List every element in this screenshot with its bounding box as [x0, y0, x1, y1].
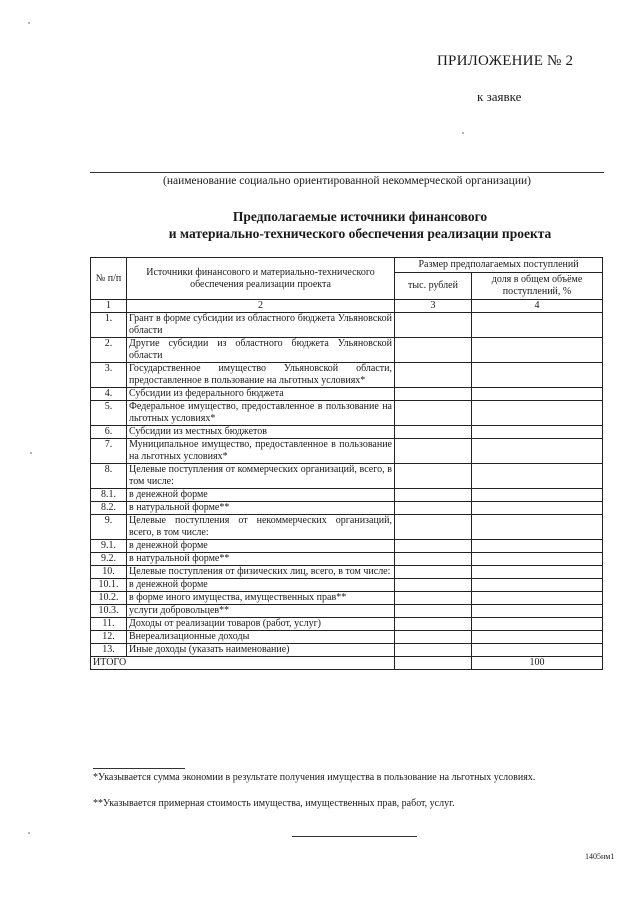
row-source-cell: Внереализационные доходы	[127, 631, 395, 644]
table-row	[91, 502, 603, 515]
total-share-value: 100	[472, 657, 603, 670]
row-number-cell: 10.	[91, 566, 127, 579]
row-share-cell	[472, 579, 603, 592]
row-thousand-rub-cell	[395, 363, 472, 388]
signature-line	[292, 836, 417, 837]
row-share-cell	[472, 401, 603, 426]
table-row	[91, 439, 603, 464]
row-thousand-rub-cell	[395, 605, 472, 618]
row-source-cell: Муниципальное имущество, предоставленное в пользование на льготных условиях*	[127, 439, 395, 464]
table-row	[91, 540, 603, 553]
table-row	[91, 553, 603, 566]
scan-speck	[30, 452, 32, 454]
document-title	[90, 208, 630, 242]
title-line-1: Предполагаемые источники финансового	[232, 209, 488, 224]
row-thousand-rub-cell	[395, 313, 472, 338]
table-row	[91, 363, 603, 388]
col-header-size: Размер предполагаемых поступлений	[395, 258, 603, 273]
scan-speck	[462, 132, 464, 134]
row-source-cell: Доходы от реализации товаров (работ, услуг)	[127, 618, 395, 631]
row-source-cell: в натуральной форме**	[127, 553, 395, 566]
row-share-cell	[472, 540, 603, 553]
table-row	[91, 592, 603, 605]
row-source-cell: услуги добровольцев**	[127, 605, 395, 618]
page-code: 1405нм1	[585, 852, 615, 861]
funding-sources-table	[90, 257, 603, 670]
row-thousand-rub-cell	[395, 489, 472, 502]
total-thousand-rub-cell	[395, 657, 472, 670]
row-share-cell	[472, 618, 603, 631]
organization-name-line	[90, 172, 604, 173]
row-share-cell	[472, 363, 603, 388]
row-source-cell: Субсидии из федерального бюджета	[127, 388, 395, 401]
table-row	[91, 644, 603, 657]
column-index-cell: 1	[91, 300, 127, 313]
row-number-cell: 8.1.	[91, 489, 127, 502]
table-row	[91, 515, 603, 540]
table-row	[91, 631, 603, 644]
table-row	[91, 566, 603, 579]
col-header-share: доля в общем объёме поступлений, %	[472, 273, 603, 300]
footnote-1: *Указывается сумма экономии в результате получения имущества в пользование на льготных условиях.	[93, 772, 536, 783]
table-row	[91, 338, 603, 363]
row-number-cell: 10.2.	[91, 592, 127, 605]
row-thousand-rub-cell	[395, 515, 472, 540]
row-share-cell	[472, 605, 603, 618]
row-source-cell: Субсидии из местных бюджетов	[127, 426, 395, 439]
row-share-cell	[472, 515, 603, 540]
row-number-cell: 6.	[91, 426, 127, 439]
row-share-cell	[472, 426, 603, 439]
column-index-cell: 3	[395, 300, 472, 313]
row-thousand-rub-cell	[395, 388, 472, 401]
row-share-cell	[472, 464, 603, 489]
col-header-sources: Источники финансового и материально-технического обеспечения реализации проекта	[127, 258, 395, 300]
row-number-cell: 11.	[91, 618, 127, 631]
appendix-label: ПРИЛОЖЕНИЕ № 2	[437, 53, 574, 69]
row-thousand-rub-cell	[395, 644, 472, 657]
row-share-cell	[472, 338, 603, 363]
row-number-cell: 10.1.	[91, 579, 127, 592]
table-row	[91, 579, 603, 592]
table-row	[91, 618, 603, 631]
col-header-thousand-rub: тыс. рублей	[395, 273, 472, 300]
row-thousand-rub-cell	[395, 502, 472, 515]
row-thousand-rub-cell	[395, 426, 472, 439]
row-thousand-rub-cell	[395, 439, 472, 464]
row-thousand-rub-cell	[395, 618, 472, 631]
row-thousand-rub-cell	[395, 553, 472, 566]
row-number-cell: 13.	[91, 644, 127, 657]
table-row	[91, 313, 603, 338]
row-source-cell: Другие субсидии из областного бюджета Ульяновской области	[127, 338, 395, 363]
footnote-2: **Указывается примерная стоимость имущества, имущественных прав, работ, услуг.	[93, 798, 455, 809]
row-number-cell: 4.	[91, 388, 127, 401]
row-number-cell: 9.2.	[91, 553, 127, 566]
row-share-cell	[472, 388, 603, 401]
row-number-cell: 10.3.	[91, 605, 127, 618]
row-source-cell: Целевые поступления от коммерческих организаций, всего, в том числе:	[127, 464, 395, 489]
row-share-cell	[472, 566, 603, 579]
row-thousand-rub-cell	[395, 592, 472, 605]
table-row	[91, 426, 603, 439]
row-source-cell: Целевые поступления от некоммерческих организаций, всего, в том числе:	[127, 515, 395, 540]
column-index-cell: 2	[127, 300, 395, 313]
row-source-cell: Иные доходы (указать наименование)	[127, 644, 395, 657]
row-thousand-rub-cell	[395, 540, 472, 553]
row-number-cell: 2.	[91, 338, 127, 363]
table-row	[91, 401, 603, 426]
row-number-cell: 8.	[91, 464, 127, 489]
table-row	[91, 464, 603, 489]
row-source-cell: в форме иного имущества, имущественных прав**	[127, 592, 395, 605]
scan-speck	[28, 22, 30, 24]
row-number-cell: 1.	[91, 313, 127, 338]
row-source-cell: Федеральное имущество, предоставленное в пользование на льготных условиях*	[127, 401, 395, 426]
row-source-cell: Целевые поступления от физических лиц, всего, в том числе:	[127, 566, 395, 579]
row-source-cell: в денежной форме	[127, 579, 395, 592]
row-share-cell	[472, 631, 603, 644]
footnote-separator	[93, 768, 185, 769]
row-source-cell: Грант в форме субсидии из областного бюджета Ульяновской области	[127, 313, 395, 338]
row-source-cell: в денежной форме	[127, 540, 395, 553]
row-share-cell	[472, 644, 603, 657]
row-number-cell: 7.	[91, 439, 127, 464]
table-row	[91, 388, 603, 401]
row-number-cell: 8.2.	[91, 502, 127, 515]
organization-name-caption: (наименование социально ориентированной некоммерческой организации)	[163, 175, 531, 187]
row-thousand-rub-cell	[395, 464, 472, 489]
row-number-cell: 9.	[91, 515, 127, 540]
row-number-cell: 9.1.	[91, 540, 127, 553]
row-source-cell: Государственное имущество Ульяновской области, предоставленное в пользование на льготных условиях*	[127, 363, 395, 388]
row-share-cell	[472, 439, 603, 464]
row-thousand-rub-cell	[395, 401, 472, 426]
total-label: ИТОГО	[91, 657, 395, 670]
table-row	[91, 605, 603, 618]
row-share-cell	[472, 592, 603, 605]
scan-speck	[28, 832, 30, 834]
row-number-cell: 12.	[91, 631, 127, 644]
col-header-number: № п/п	[91, 258, 127, 300]
row-thousand-rub-cell	[395, 338, 472, 363]
row-thousand-rub-cell	[395, 566, 472, 579]
row-source-cell: в натуральной форме**	[127, 502, 395, 515]
row-thousand-rub-cell	[395, 579, 472, 592]
row-share-cell	[472, 553, 603, 566]
row-number-cell: 5.	[91, 401, 127, 426]
row-share-cell	[472, 489, 603, 502]
row-number-cell: 3.	[91, 363, 127, 388]
title-line-2: и материально-технического обеспечения реализации проекта	[168, 226, 552, 241]
appendix-subtitle: к заявке	[477, 89, 522, 104]
row-share-cell	[472, 313, 603, 338]
row-share-cell	[472, 502, 603, 515]
column-index-row	[91, 300, 603, 313]
total-row	[91, 657, 603, 670]
row-source-cell: в денежной форме	[127, 489, 395, 502]
table-row	[91, 489, 603, 502]
column-index-cell: 4	[472, 300, 603, 313]
row-thousand-rub-cell	[395, 631, 472, 644]
